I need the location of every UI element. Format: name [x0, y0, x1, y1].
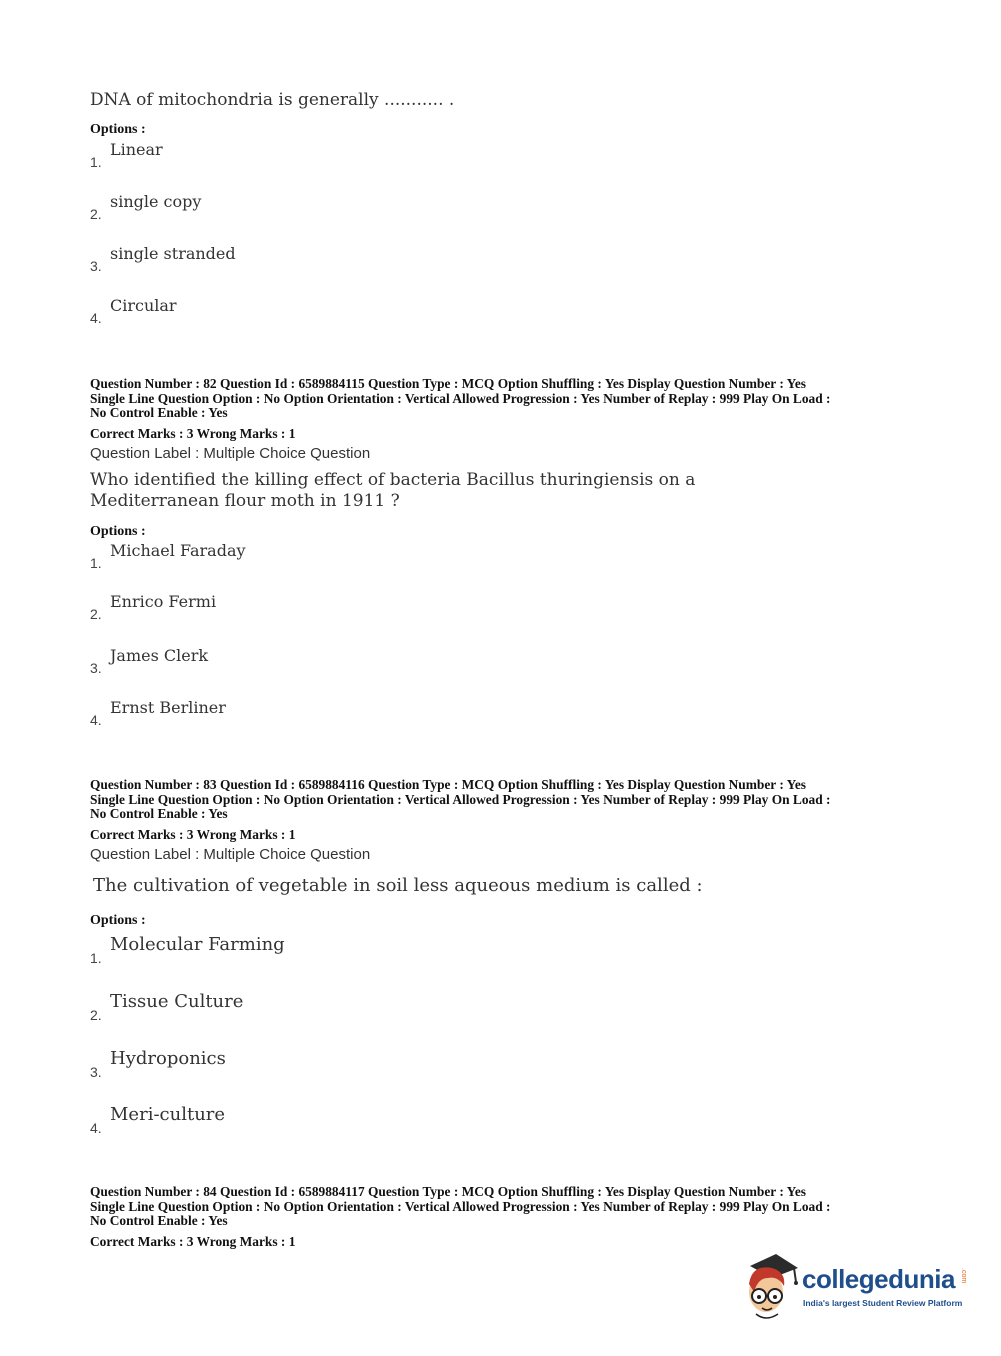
option-number: 4.	[90, 712, 102, 728]
question-83-option-3[interactable]	[90, 1048, 690, 1080]
option-text: Hydroponics	[110, 1048, 226, 1069]
option-text: Molecular Farming	[110, 934, 285, 955]
metadata-line: No Control Enable : Yes	[90, 806, 228, 821]
question-text-line: Mediterranean flour moth in 1911 ?	[90, 491, 400, 511]
question-81-option-2[interactable]	[90, 192, 690, 222]
option-text: Enrico Fermi	[110, 592, 217, 611]
question-82-metadata	[90, 377, 920, 421]
question-83-label: Question Label : Multiple Choice Question	[90, 846, 371, 863]
option-text: Tissue Culture	[110, 991, 244, 1012]
option-number: 3.	[90, 1064, 102, 1080]
question-83-option-1[interactable]	[90, 934, 690, 966]
question-81-options-label: Options :	[90, 122, 146, 137]
option-number: 2.	[90, 606, 102, 622]
metadata-line: No Control Enable : Yes	[90, 405, 228, 420]
collegedunia-logo[interactable]	[742, 1252, 972, 1322]
option-number: 2.	[90, 1007, 102, 1023]
question-83-metadata	[90, 778, 920, 822]
option-number: 1.	[90, 950, 102, 966]
metadata-line: No Control Enable : Yes	[90, 1213, 228, 1228]
option-text: Linear	[110, 140, 163, 159]
logo-wordmark: collegedunia	[802, 1264, 955, 1294]
question-84-metadata	[90, 1185, 920, 1229]
question-82-label: Question Label : Multiple Choice Question	[90, 445, 371, 462]
option-number: 1.	[90, 154, 102, 170]
question-82-option-1[interactable]	[90, 541, 690, 571]
student-mascot-icon	[742, 1252, 800, 1322]
option-text: Michael Faraday	[110, 541, 246, 560]
question-84-marks: Correct Marks : 3 Wrong Marks : 1	[90, 1234, 296, 1249]
option-text: Circular	[110, 296, 177, 315]
question-81-option-3[interactable]	[90, 244, 690, 274]
question-83-option-4[interactable]	[90, 1104, 690, 1136]
question-82-text	[90, 470, 695, 511]
metadata-line: Question Number : 82 Question Id : 6589884115 Question Type : MCQ Option Shuffling : Yes Display Question Number : Yes	[90, 376, 806, 391]
option-text: Meri-culture	[110, 1104, 226, 1125]
option-number: 4.	[90, 1120, 102, 1136]
metadata-line: Single Line Question Option : No Option Orientation : Vertical Allowed Progression : Yes Number of Replay : 999 Play On Load :	[90, 1198, 831, 1214]
question-83-text: The cultivation of vegetable in soil less aqueous medium is called :	[93, 875, 703, 896]
question-81-option-1[interactable]	[90, 140, 690, 170]
option-number: 1.	[90, 555, 102, 571]
question-83-marks: Correct Marks : 3 Wrong Marks : 1	[90, 827, 296, 842]
metadata-line: Single Line Question Option : No Option Orientation : Vertical Allowed Progression : Yes Number of Replay : 999 Play On Load :	[90, 390, 831, 406]
question-81-option-4[interactable]	[90, 296, 690, 326]
metadata-line: Question Number : 83 Question Id : 6589884116 Question Type : MCQ Option Shuffling : Yes Display Question Number : Yes	[90, 777, 806, 792]
logo-domain-suffix: .com	[960, 1268, 967, 1284]
question-82-option-3[interactable]	[90, 646, 690, 676]
question-82-option-2[interactable]	[90, 592, 690, 622]
option-number: 2.	[90, 206, 102, 222]
option-number: 4.	[90, 310, 102, 326]
option-text: single copy	[110, 192, 202, 211]
metadata-line: Single Line Question Option : No Option Orientation : Vertical Allowed Progression : Yes Number of Replay : 999 Play On Load :	[90, 791, 831, 807]
question-82-option-4[interactable]	[90, 698, 690, 728]
question-81-text: DNA of mitochondria is generally ........... .	[90, 90, 455, 110]
question-82-marks: Correct Marks : 3 Wrong Marks : 1	[90, 426, 296, 441]
option-text: Ernst Berliner	[110, 698, 226, 717]
question-83-options-label: Options :	[90, 913, 146, 928]
question-83-option-2[interactable]	[90, 991, 690, 1023]
option-text: James Clerk	[110, 646, 209, 665]
option-number: 3.	[90, 660, 102, 676]
logo-tagline: India's largest Student Review Platform	[803, 1298, 963, 1308]
question-text-line: Who identified the killing effect of bacteria Bacillus thuringiensis on a	[90, 470, 696, 490]
option-text: single stranded	[110, 244, 236, 263]
option-number: 3.	[90, 258, 102, 274]
metadata-line: Question Number : 84 Question Id : 6589884117 Question Type : MCQ Option Shuffling : Yes Display Question Number : Yes	[90, 1184, 806, 1199]
question-82-options-label: Options :	[90, 524, 146, 539]
